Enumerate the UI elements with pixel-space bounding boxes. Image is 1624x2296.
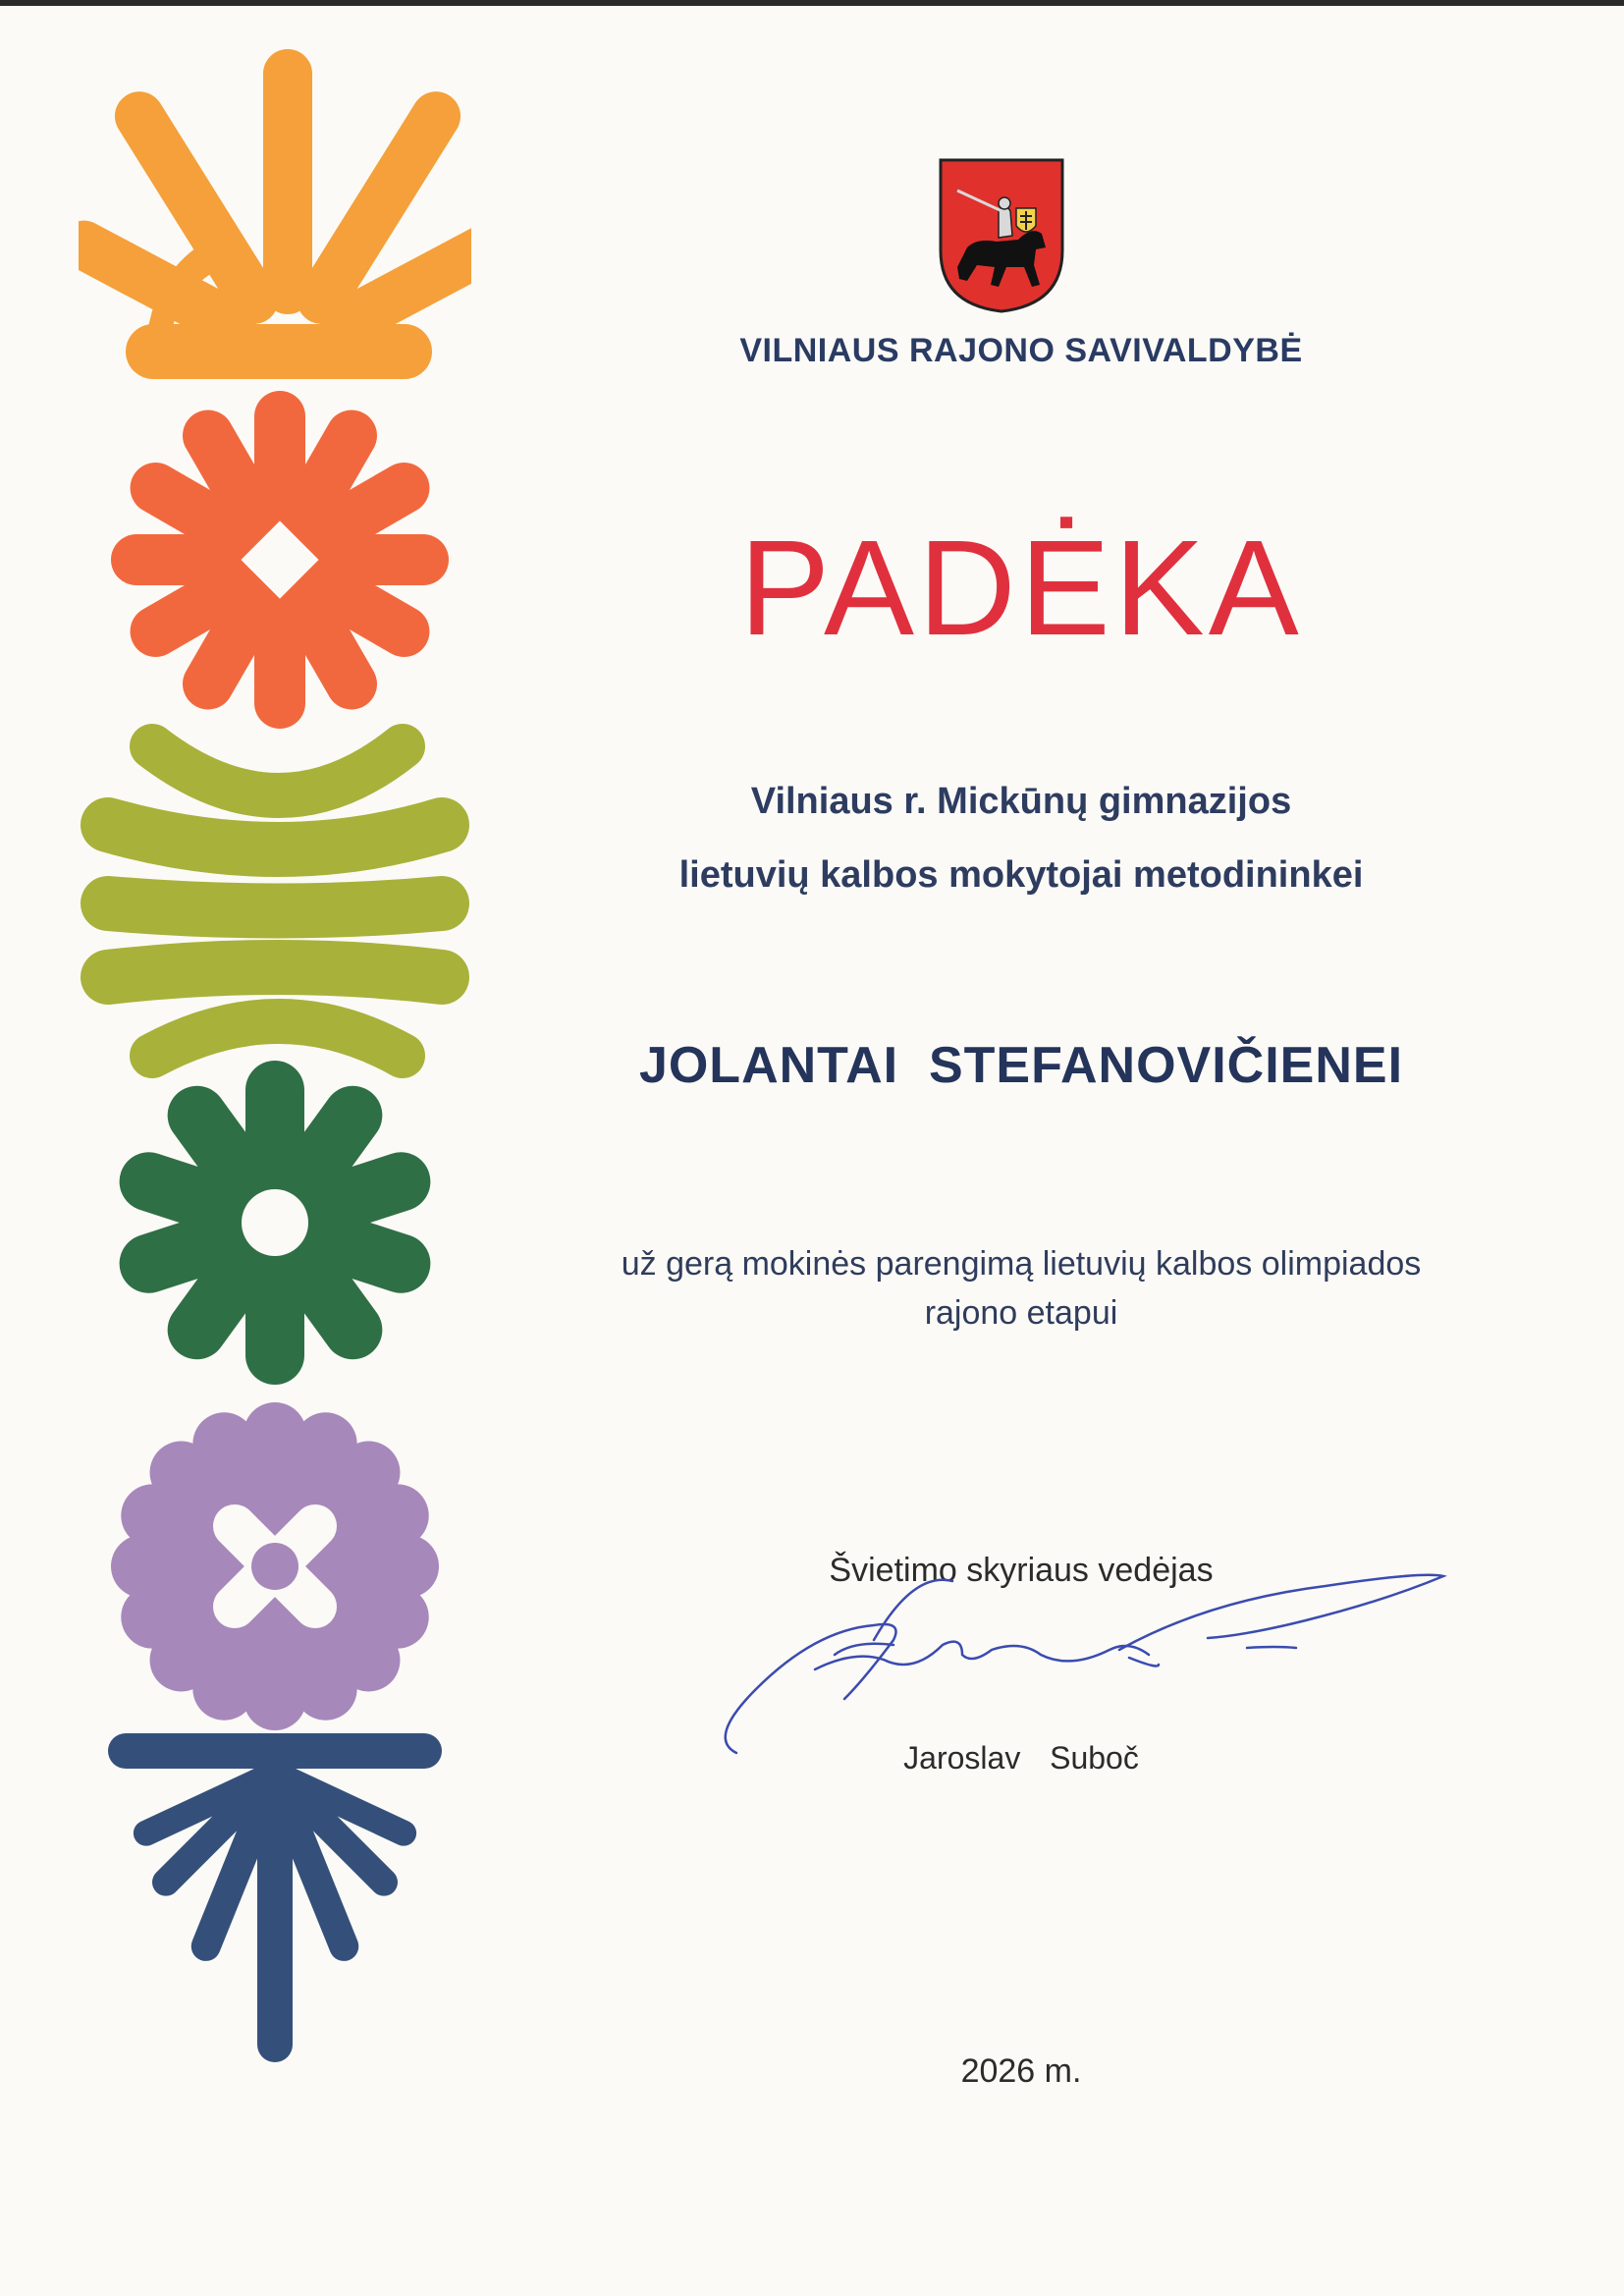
signer-position: Švietimo skyriaus vedėjas [829, 1552, 1214, 1589]
coat-of-arms-icon [938, 157, 1065, 314]
reason-line-2: rajono etapui [924, 1294, 1118, 1332]
school-line-1: Vilniaus r. Mickūnų gimnazijos [750, 781, 1292, 822]
olive-waves-ornament [108, 746, 442, 1056]
municipality-name: VILNIAUS RAJONO SAVIVALDYBĖ [739, 332, 1303, 369]
certificate-title: PADĖKA [739, 513, 1303, 664]
navy-tree-ornament [108, 1733, 442, 2062]
green-flower-ornament [112, 1061, 438, 1385]
recipient-name: JOLANTAI STEFANOVIČIENEI [638, 1037, 1404, 1094]
folk-ornament-column [79, 39, 471, 2082]
orange-sun-ornament [79, 49, 471, 379]
reason-line-1: už gerą mokinės parengimą lietuvių kalbos olimpiados [621, 1245, 1422, 1283]
signer-name: Jaroslav Suboč [903, 1740, 1139, 1776]
school-line-2: lietuvių kalbos mokytojai metodininkei [678, 854, 1364, 896]
coral-flower-ornament [111, 391, 449, 729]
purple-flower-ornament [111, 1402, 439, 1730]
issue-year: 2026 m. [960, 2052, 1082, 2090]
top-border [0, 0, 1624, 6]
